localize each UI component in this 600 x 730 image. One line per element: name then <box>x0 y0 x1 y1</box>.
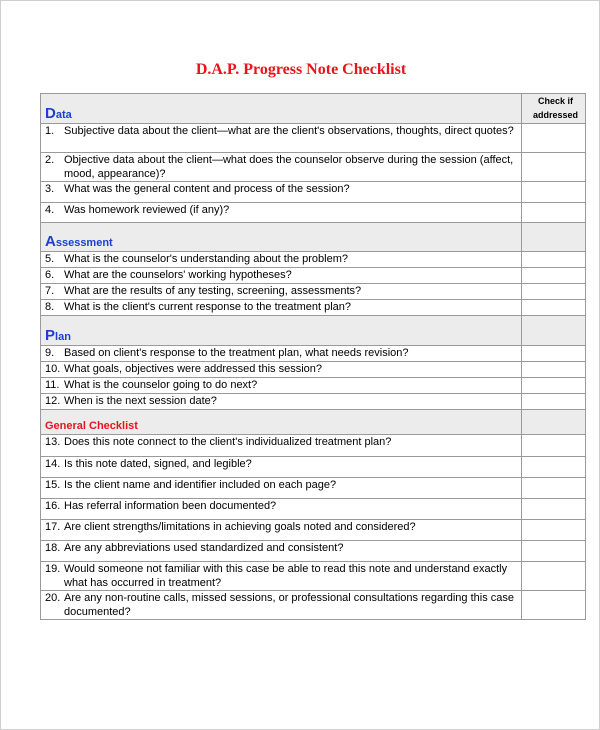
checklist-row: 13. Does this note connect to the client's individualized treatment plan? <box>41 435 586 457</box>
check-cell[interactable] <box>522 394 586 410</box>
checklist-row: 8. What is the client's current response to the treatment plan? <box>41 300 586 316</box>
check-cell[interactable] <box>522 362 586 378</box>
checklist-row: 17. Are client strengths/limitations in achieving goals noted and considered? <box>41 520 586 541</box>
item-text: When is the next session date? <box>64 395 217 407</box>
check-cell[interactable] <box>522 478 586 499</box>
checklist-row: 3. What was the general content and process of the session? <box>41 182 586 203</box>
check-cell[interactable] <box>522 562 586 591</box>
item-text: What are the results of any testing, screening, assessments? <box>64 285 362 297</box>
checklist-table <box>40 93 586 620</box>
check-cell[interactable] <box>522 268 586 284</box>
checklist-row: 4. Was homework reviewed (if any)? <box>41 203 586 223</box>
checklist-row: 10. What goals, objectives were addressed this session? <box>41 362 586 378</box>
section-plan <box>41 316 586 346</box>
check-cell[interactable] <box>522 182 586 203</box>
checklist-row: 5. What is the counselor's understanding about the problem? <box>41 252 586 268</box>
checklist-row: 18. Are any abbreviations used standardized and consistent? <box>41 541 586 562</box>
section-plan-label: Plan <box>41 316 522 346</box>
item-text: What is the counselor going to do next? <box>64 379 258 391</box>
checklist-row: 2. Objective data about the client—what does the counselor observe during the session (affect, mood, appearance)? <box>41 153 586 182</box>
item-text: Does this note connect to the client's individualized treatment plan? <box>64 436 392 448</box>
checklist-row: 14. Is this note dated, signed, and legible? <box>41 457 586 478</box>
check-cell[interactable] <box>522 591 586 620</box>
checklist-row: 15. Is the client name and identifier included on each page? <box>41 478 586 499</box>
check-cell[interactable] <box>522 499 586 520</box>
check-cell[interactable] <box>522 346 586 362</box>
checklist-row: 1. Subjective data about the client—what are the client's observations, thoughts, direct quotes? <box>41 124 586 153</box>
item-text: What is the counselor's understanding about the problem? <box>64 253 348 265</box>
check-cell[interactable] <box>522 124 586 153</box>
item-text: Based on client's response to the treatment plan, what needs revision? <box>64 347 409 359</box>
check-cell[interactable] <box>522 435 586 457</box>
item-text: What are the counselors' working hypotheses? <box>64 269 292 281</box>
item-text: Objective data about the client—what does the counselor observe during the session (affect, mood, appearance)? <box>64 154 514 180</box>
section-assessment-label: Assessment <box>41 223 522 252</box>
checklist-row: 20. Are any non-routine calls, missed sessions, or professional consultations regarding this case documented? <box>41 591 586 620</box>
item-text: Is this note dated, signed, and legible? <box>64 458 252 470</box>
checklist-row: 12. When is the next session date? <box>41 394 586 410</box>
section-assessment <box>41 223 586 252</box>
checklist-row: 6. What are the counselors' working hypotheses? <box>41 268 586 284</box>
checklist-row: 7. What are the results of any testing, screening, assessments? <box>41 284 586 300</box>
item-text: Are any abbreviations used standardized and consistent? <box>64 542 344 554</box>
section-general-label: General Checklist <box>41 410 522 435</box>
item-text: Are client strengths/limitations in achieving goals noted and considered? <box>64 521 416 533</box>
check-if-addressed-header: Check if addressed <box>522 94 586 124</box>
check-cell[interactable] <box>522 153 586 182</box>
item-text: Is the client name and identifier included on each page? <box>64 479 337 491</box>
section-data-label: Data <box>41 94 522 124</box>
item-text: What was the general content and process of the session? <box>64 183 350 195</box>
item-text: Subjective data about the client—what are the client's observations, thoughts, direct quotes? <box>64 125 514 137</box>
checklist-row: 19. Would someone not familiar with this case be able to read this note and understand exactly what has occurred in treatment? <box>41 562 586 591</box>
item-text: What is the client's current response to the treatment plan? <box>64 301 352 313</box>
checklist-row: 9. Based on client's response to the treatment plan, what needs revision? <box>41 346 586 362</box>
section-data <box>41 94 586 124</box>
check-cell[interactable] <box>522 252 586 268</box>
item-text: What goals, objectives were addressed this session? <box>64 363 323 375</box>
item-text: Are any non-routine calls, missed sessions, or professional consultations regarding this case documented? <box>64 592 515 618</box>
check-cell[interactable] <box>522 541 586 562</box>
checklist-row: 11. What is the counselor going to do next? <box>41 378 586 394</box>
check-cell[interactable] <box>522 284 586 300</box>
item-text: Would someone not familiar with this case be able to read this note and understand exactly what has occurred in treatment? <box>64 563 508 589</box>
check-cell[interactable] <box>522 203 586 223</box>
document-title: D.A.P. Progress Note Checklist <box>195 61 407 78</box>
check-cell[interactable] <box>522 520 586 541</box>
checklist-row: 16. Has referral information been documented? <box>41 499 586 520</box>
section-general-checklist <box>41 410 586 435</box>
item-text: Has referral information been documented? <box>64 500 277 512</box>
item-text: Was homework reviewed (if any)? <box>64 204 230 216</box>
check-cell[interactable] <box>522 378 586 394</box>
check-cell[interactable] <box>522 457 586 478</box>
check-cell[interactable] <box>522 300 586 316</box>
